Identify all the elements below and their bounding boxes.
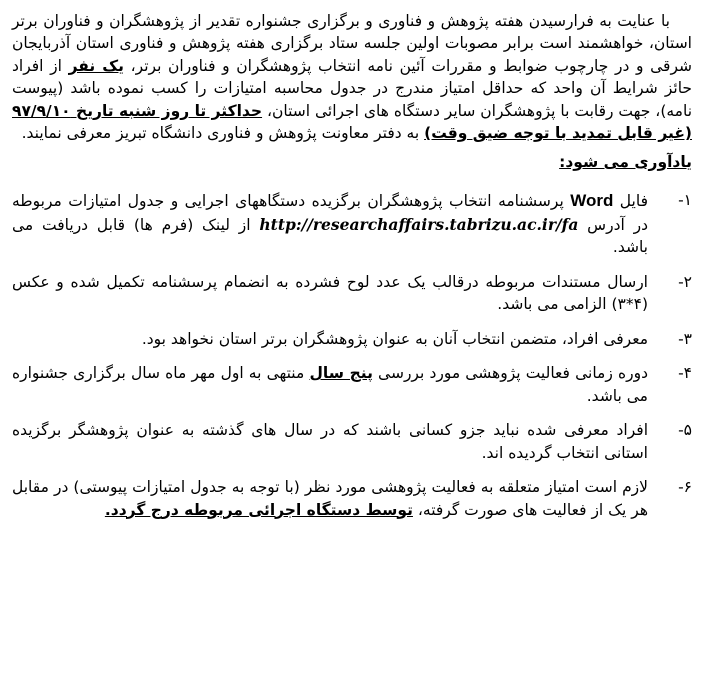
intro-highlight-not-extendable: (غیر قابل تمدید با توجه ضیق وقت) — [424, 124, 692, 143]
item-text-part: دوره زمانی فعالیت پژوهشی مورد بررسی — [372, 364, 648, 383]
item-number: ۱- — [678, 191, 692, 210]
list-item-4 — [12, 362, 692, 407]
item-highlight-five-years: پنج سال — [309, 364, 373, 383]
intro-text-4: به دفتر معاونت پژوهش و فناوری دانشگاه تبریز معرفی نمایند. — [21, 124, 425, 143]
item-text — [12, 189, 648, 259]
item-number: ۳- — [678, 329, 692, 348]
item-number: ۶- — [678, 478, 692, 497]
research-affairs-url[interactable]: http://researchaffairs.tabrizu.ac.ir/fa — [259, 214, 579, 234]
intro-highlight-deadline: حداکثر تا روز شنبه تاریخ ۹۷/۹/۱۰ — [12, 101, 263, 120]
intro-text-1: با عنایت به فرارسیدن هفته پژوهش و فناوری و برگزاری جشنواره تقدیر از پژوهشگران و فناوران برتر استان، خواهشمند است برابر مصوبات اولین جلسه ستاد برگزاری هفته پژوهش و فناوری استان آذربایجان شرقی و در چارچوب ضوابط و مقررات آئین نامه انتخاب پژوهشگران و فناوران برتر، — [12, 12, 692, 75]
intro-paragraph — [12, 10, 692, 145]
item-text — [12, 476, 648, 521]
item-number: ۵- — [678, 421, 692, 440]
item-number: ۴- — [678, 364, 692, 383]
item-text: معرفی افراد، متضمن انتخاب آنان به عنوان پژوهشگران برتر استان نخواهد بود. — [141, 329, 648, 348]
item-text-part: منتهی به اول مهر ماه سال برگزاری جشنواره می باشد. — [12, 364, 648, 405]
list-item-5 — [12, 419, 692, 464]
item-highlight-executive-agency: توسط دستگاه اجرائی مربوطه درج گردد. — [104, 500, 413, 519]
item-text-part: از لینک (فرم ها) قابل دریافت می باشد. — [12, 215, 648, 257]
item-text — [12, 362, 648, 407]
item-text-part: پرسشنامه انتخاب پژوهشگران برگزیده دستگاههای اجرایی و جدول امتیازات مربوطه در آدرس — [12, 192, 648, 234]
list-item-2 — [12, 271, 692, 316]
list-item-6 — [12, 476, 692, 521]
item-number: ۲- — [678, 272, 692, 291]
intro-highlight-one-person: یک نفر — [68, 56, 124, 75]
item-text: افراد معرفی شده نباید جزو کسانی باشند که در سال های گذشته به عنوان پژوهشگر برگزیده استانی انتخاب گردیده اند. — [12, 421, 648, 462]
reminder-heading: یادآوری می شود: — [559, 152, 692, 171]
word-label: Word — [570, 191, 614, 211]
item-text-part: فایل — [613, 192, 648, 211]
list-item-1 — [12, 189, 692, 259]
item-text-part: لازم است امتیاز متعلقه به فعالیت پژوهشی مورد نظر (با توجه به جدول امتیازات پیوستی) در مقابل هر یک از فعالیت های صورت گرفته، — [12, 478, 648, 519]
intro-text-2: از افراد حائز شرایط آن واحد که حداقل امتیاز مندرج در جدول محاسبه امتیازات را کسب نموده باشد (پیوست نامه)، جهت رقابت با پژوهشگران سایر دستگاه های اجرائی استان، — [12, 56, 693, 120]
list-item-3 — [12, 328, 692, 350]
item-text: ارسال مستندات مربوطه درقالب یک عدد لوح فشرده به انضمام پرسشنامه تکمیل شده و عکس (۴*۳) الزامی می باشد. — [12, 272, 648, 314]
